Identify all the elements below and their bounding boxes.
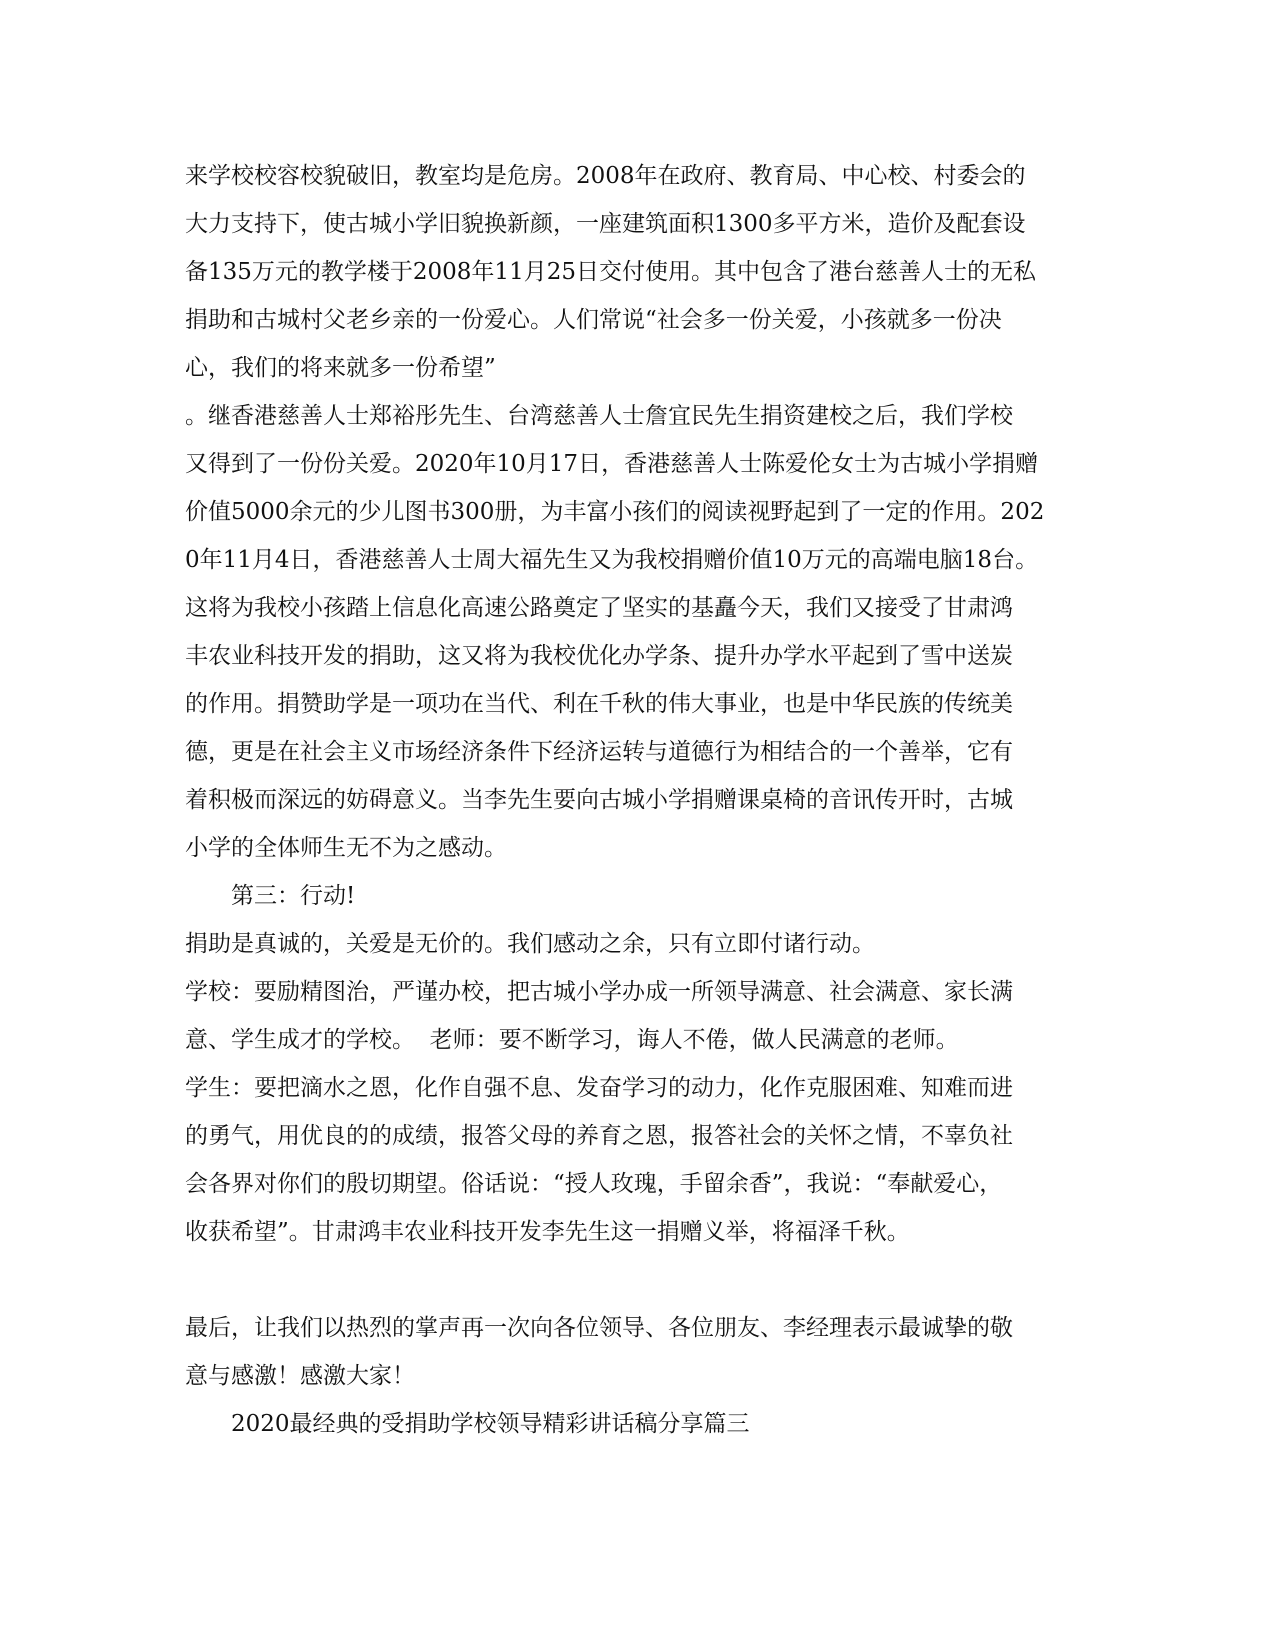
paragraph-school-teacher [185,968,1085,1064]
text-line: 收获希望”。甘肃鸿丰农业科技开发李先生这一捐赠义举，将福泽千秋。 [185,1219,910,1245]
text-line: 捐助是真诚的，关爱是无价的。我们感动之余，只有立即付诸行动。 [185,931,875,957]
text-line: 着积极而深远的妨碍意义。当李先生要向古城小学捐赠课桌椅的音讯传开时，古城 [185,787,1013,813]
blank-line [185,1256,1085,1304]
text-line: 意与感激！感激大家！ [185,1363,415,1389]
text-line: 备135万元的教学楼于2008年11月25日交付使用。其中包含了港台慈善人士的无私 [185,259,1036,285]
text-line: 。继香港慈善人士郑裕彤先生、台湾慈善人士詹宜民先生捐资建校之后，我们学校 [185,403,1013,429]
paragraph-students [185,1064,1085,1256]
text-line: 这将为我校小孩踏上信息化高速公路奠定了坚实的基矗今天，我们又接受了甘肃鸿 [185,595,1013,621]
text-line: 价值5000余元的少儿图书300册，为丰富小孩们的阅读视野起到了一定的作用。202 [185,499,1045,525]
paragraph-action-intro [185,920,1085,968]
document-body [185,152,1085,1448]
text-line: 小学的全体师生无不为之感动。 [185,835,507,861]
text-line: 丰农业科技开发的捐助，这又将为我校优化办学条、提升办学水平起到了雪中送炭 [185,643,1013,669]
text-line: 学生：要把滴水之恩，化作自强不息、发奋学习的动力，化作克服困难、知难而进 [185,1075,1013,1101]
text-line: 大力支持下，使古城小学旧貌换新颜，一座建筑面积1300多平方米，造价及配套设 [185,211,1026,237]
text-line: 最后，让我们以热烈的掌声再一次向各位领导、各位朋友、李经理表示最诚挚的敬 [185,1315,1013,1341]
text-line: 0年11月4日，香港慈善人士周大福先生又为我校捐赠价值10万元的高端电脑18台。 [185,547,1039,573]
closing-title: 2020最经典的受捐助学校领导精彩讲话稿分享篇三 [231,1411,750,1437]
text-line: 的作用。捐赞助学是一项功在当代、利在千秋的伟大事业，也是中华民族的传统美 [185,691,1013,717]
text-line: 意、学生成才的学校。 老师：要不断学习，诲人不倦，做人民满意的老师。 [185,1027,959,1053]
text-line: 会各界对你们的殷切期望。俗话说：“授人玫瑰，手留余香”，我说：“奉献爱心， [185,1171,1003,1197]
text-line: 德，更是在社会主义市场经济条件下经济运转与道德行为相结合的一个善举，它有 [185,739,1013,765]
paragraph-donations [185,392,1085,872]
paragraph-closing [185,1304,1085,1400]
text-line: 捐助和古城村父老乡亲的一份爱心。人们常说“社会多一份关爱，小孩就多一份决 [185,307,1002,333]
text-line: 来学校校容校貌破旧，教室均是危房。2008年在政府、教育局、中心校、村委会的 [185,163,1026,189]
section-heading: 第三：行动! [231,883,356,909]
paragraph-history [185,152,1085,392]
text-line: 的勇气，用优良的的成绩，报答父母的养育之恩，报答社会的关怀之情，不辜负社 [185,1123,1013,1149]
text-line: 学校：要励精图治，严谨办校，把古城小学办成一所领导满意、社会满意、家长满 [185,979,1013,1005]
text-line: 心，我们的将来就多一份希望” [185,355,496,381]
text-line: 又得到了一份份关爱。2020年10月17日，香港慈善人士陈爱伦女士为古城小学捐赠 [185,451,1039,477]
